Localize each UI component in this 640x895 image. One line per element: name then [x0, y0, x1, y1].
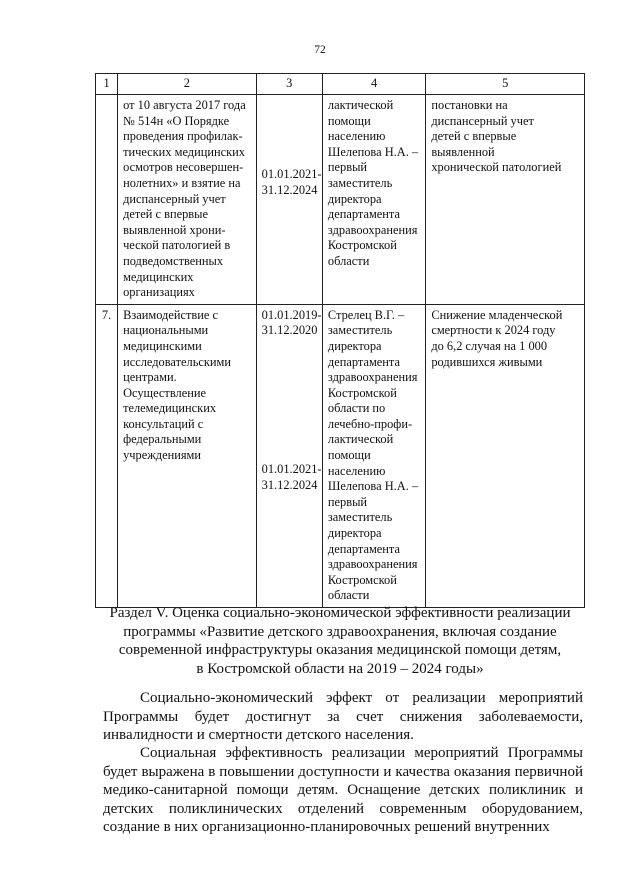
table-row — [96, 95, 585, 305]
paragraph-1: Социально-экономический эффект от реализации мероприятий Программы будет достигнут за счет снижения заболеваемости, инвалидности и смертности детского населения. — [103, 690, 583, 744]
period-cell — [256, 304, 322, 607]
paragraph-2: Социальная эффективность реализации мероприятий Программы будет выражена в повышении доступности и качества оказания первичной медико-санитарной помощи детям. Оснащение детских поликлиник и детских поликлинических отделений современным оборудованием, создание в них организационно-планировочных решений внутренних — [103, 745, 583, 836]
header-cell-5: 5 — [426, 74, 585, 95]
page-number: 72 — [314, 44, 326, 56]
measure-cell: Взаимодействие с национальными медицинскими исследовательскими центрами. Осуществление телемедицинских консультаций с федеральными учреждениями — [118, 304, 257, 607]
row-number-cell — [96, 95, 118, 305]
measures-table — [95, 73, 585, 608]
period-cell — [256, 95, 322, 305]
table-header-row — [96, 74, 585, 95]
period-text-1: 01.01.2019- 31.12.2020 — [261, 307, 322, 338]
header-cell-4: 4 — [322, 74, 425, 95]
table-row — [96, 304, 585, 607]
responsible-cell: лактической помощи населению Шелепова Н.А. – первый заместитель директора департамента здравоохранения Костромской области — [322, 95, 425, 305]
period-text: 01.01.2021- 31.12.2024 — [261, 167, 322, 197]
result-cell: Снижение младенческой смертности к 2024 году до 6,2 случая на 1 000 родившихся живыми — [426, 304, 585, 607]
result-cell: постановки на диспансерный учет детей с впервые выявленной хронической патологией — [426, 95, 585, 305]
header-cell-1: 1 — [96, 74, 118, 95]
header-cell-2: 2 — [118, 74, 257, 95]
responsible-cell: Стрелец В.Г. – заместитель директора департамента здравоохранения Костромской области по лечебно-профи- лактической помощи населению Шелепова Н.А. – первый заместитель директора департамента здравоохранения Костромской области — [322, 304, 425, 607]
section-title: Раздел V. Оценка социально-экономической эффективности реализации программы «Развитие детского здравоохранения, включая создание современной инфраструктуры оказания медицинской помощи детям, в Костромской области на 2019 – 2024 годы» — [109, 605, 571, 677]
header-cell-3: 3 — [256, 74, 322, 95]
measure-cell: от 10 августа 2017 года № 514н «О Порядке проведения профилак- тических медицинских осмотров несовершен- нолетних» и взятие на диспансерный учет детей с впервые выявленной хрони- ческой патологией в подведомственных медицинских организациях — [118, 95, 257, 305]
row-number-cell: 7. — [96, 304, 118, 607]
period-text-2: 01.01.2021- 31.12.2024 — [261, 461, 322, 492]
